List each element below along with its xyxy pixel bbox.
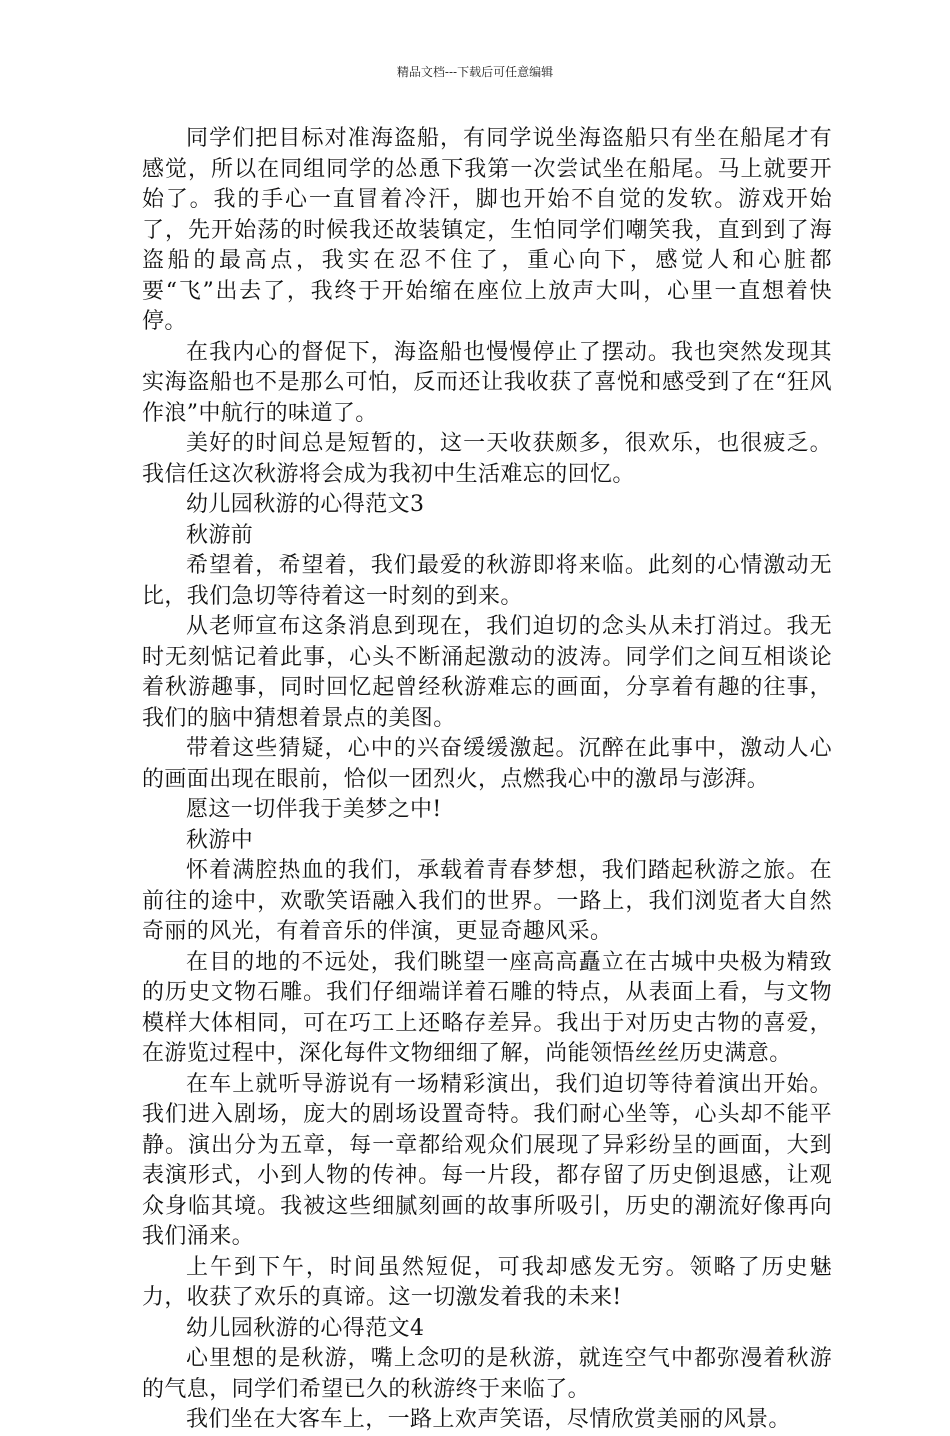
- page-header: 精品文档---下载后可任意编辑: [396, 65, 554, 79]
- paragraph-excitement: 带着这些猜疑，心中的兴奋缓缓激起。沉醉在此事中，激动人心的画面出现在眼前，恰似一团烈火，点燃我心中的激昂与澎湃。: [142, 736, 832, 792]
- paragraph-teacher-announcement: 从老师宣布这条消息到现在，我们迫切的念头从未打消过。我无时无刻惦记着此事，心头不断涌起激动的波涛。同学们之间互相谈论着秋游趣事，同时回忆起曾经秋游难忘的画面，分享着有趣的往事，我们的脑中猜想着景点的美图。: [142, 614, 832, 731]
- paragraph-bus-ride: 我们坐在大客车上，一路上欢声笑语，尽情欣赏美丽的风景。: [186, 1407, 791, 1432]
- paragraph-performance: 在车上就听导游说有一场精彩演出，我们迫切等待着演出开始。我们进入剧场，庞大的剧场设置奇特。我们耐心坐等，心头却不能平静。演出分为五章，每一章都给观众们展现了异彩纷呈的画面，大到表演形式，小到人物的传神。每一片段，都存留了历史倒退感，让观众身临其境。我被这些细腻刻画的故事所吸引，历史的潮流好像再向我们涌来。: [142, 1071, 832, 1249]
- paragraph-good-times: 美好的时间总是短暂的，这一天收获颇多，很欢乐，也很疲乏。我信任这次秋游将会成为我初中生活难忘的回忆。: [142, 431, 832, 487]
- paragraph-morning-afternoon: 上午到下午，时间虽然短促，可我却感发无穷。领略了历史魅力，收获了欢乐的真谛。这一切激发着我的未来!: [142, 1254, 832, 1310]
- paragraph-journey: 怀着满腔热血的我们，承载着青春梦想，我们踏起秋游之旅。在前往的途中，欢歌笑语融入我们的世界。一路上，我们浏览者大自然奇丽的风光，有着音乐的伴演，更显奇趣风采。: [142, 858, 832, 944]
- subheading-before-trip: 秋游前: [186, 522, 254, 548]
- paragraph-thinking-of-trip: 心里想的是秋游，嘴上念叨的是秋游，就连空气中都弥漫着秋游的气息，同学们希望已久的秋游终于来临了。: [142, 1346, 832, 1402]
- document-body: [142, 124, 832, 1436]
- paragraph-hoping: 希望着，希望着，我们最爱的秋游即将来临。此刻的心情激动无比，我们急切等待着这一时刻的到来。: [142, 553, 832, 609]
- subheading-during-trip: 秋游中: [186, 827, 254, 853]
- paragraph-pirate-ship: 同学们把目标对准海盗船，有同学说坐海盗船只有坐在船尾才有感觉，所以在同组同学的怂恿下我第一次尝试坐在船尾。马上就要开始了。我的手心一直冒着冷汗，脚也开始不自觉的发软。游戏开始了，先开始荡的时候我还故装镇定，生怕同学们嘲笑我，直到到了海盗船的最高点，我实在忍不住了，重心向下，感觉人和心脏都要“飞”出去了，我终于开始缩在座位上放声大叫，心里一直想着快停。: [142, 126, 832, 334]
- section-heading-sample-4: 幼儿园秋游的心得范文4: [186, 1315, 425, 1341]
- paragraph-stone-carving: 在目的地的不远处，我们眺望一座高高矗立在古城中央极为精致的历史文物石雕。我们仔细端详着石雕的特点，从表面上看，与文物模样大体相同，可在巧工上还略存差异。我出于对历史古物的喜爱，在游览过程中，深化每件文物细细了解，尚能领悟丝丝历史满意。: [142, 949, 832, 1066]
- paragraph-ship-stops: 在我内心的督促下，海盗船也慢慢停止了摆动。我也突然发现其实海盗船也不是那么可怕，反而还让我收获了喜悦和感受到了在“狂风作浪”中航行的味道了。: [142, 339, 832, 426]
- paragraph-wish: 愿这一切伴我于美梦之中!: [186, 797, 442, 822]
- section-heading-sample-3: 幼儿园秋游的心得范文3: [186, 492, 425, 517]
